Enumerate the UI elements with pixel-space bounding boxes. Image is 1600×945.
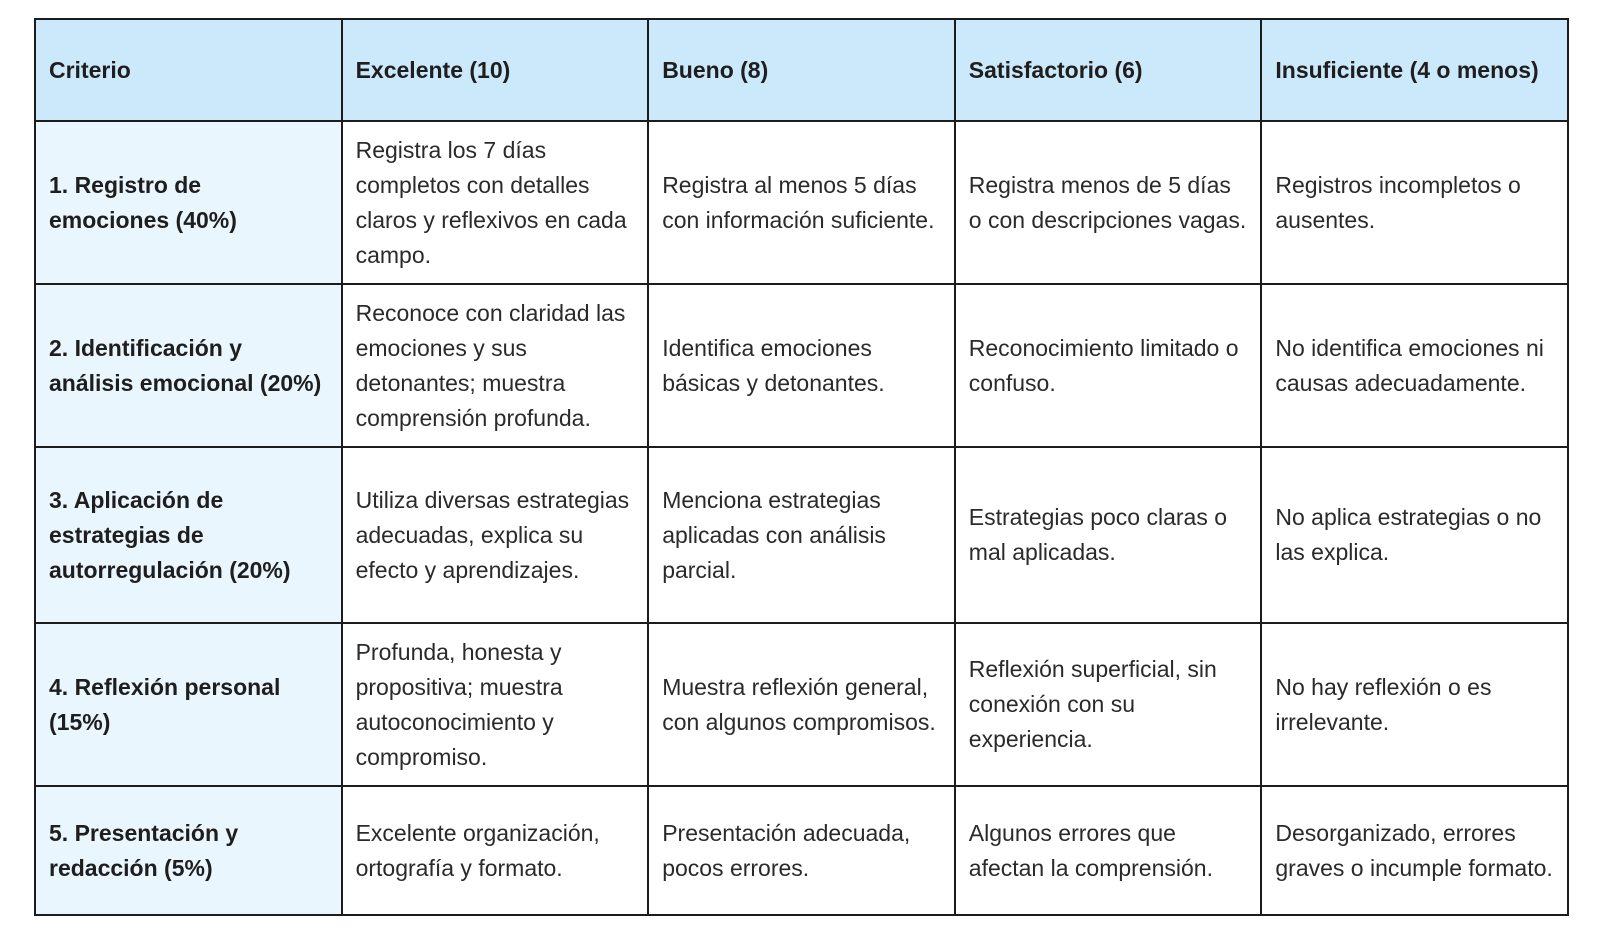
rubric-table (34, 18, 1569, 916)
excelente-cell: Utiliza diversas estrategias adecuadas, explica su efecto y aprendizajes. (342, 447, 649, 623)
excelente-cell: Registra los 7 días completos con detalles claros y reflexivos en cada campo. (342, 121, 649, 284)
header-excelente: Excelente (10) (342, 19, 649, 121)
header-row (35, 19, 1568, 121)
insuficiente-cell: No identifica emociones ni causas adecuadamente. (1261, 284, 1568, 447)
header-satisfactorio: Satisfactorio (6) (955, 19, 1262, 121)
satisfactorio-cell: Reflexión superficial, sin conexión con su experiencia. (955, 623, 1262, 786)
satisfactorio-cell: Estrategias poco claras o mal aplicadas. (955, 447, 1262, 623)
satisfactorio-cell: Algunos errores que afectan la comprensión. (955, 786, 1262, 915)
criterion-cell: 1. Registro de emociones (40%) (35, 121, 342, 284)
insuficiente-cell: No aplica estrategias o no las explica. (1261, 447, 1568, 623)
table-row (35, 447, 1568, 623)
table-row (35, 786, 1568, 915)
bueno-cell: Muestra reflexión general, con algunos compromisos. (648, 623, 955, 786)
bueno-cell: Presentación adecuada, pocos errores. (648, 786, 955, 915)
header-criterio: Criterio (35, 19, 342, 121)
satisfactorio-cell: Registra menos de 5 días o con descripciones vagas. (955, 121, 1262, 284)
bueno-cell: Menciona estrategias aplicadas con análisis parcial. (648, 447, 955, 623)
criterion-cell: 2. Identificación y análisis emocional (20%) (35, 284, 342, 447)
criterion-cell: 4. Reflexión personal (15%) (35, 623, 342, 786)
excelente-cell: Profunda, honesta y propositiva; muestra autoconocimiento y compromiso. (342, 623, 649, 786)
satisfactorio-cell: Reconocimiento limitado o confuso. (955, 284, 1262, 447)
excelente-cell: Excelente organización, ortografía y formato. (342, 786, 649, 915)
criterion-cell: 5. Presentación y redacción (5%) (35, 786, 342, 915)
table-row (35, 623, 1568, 786)
insuficiente-cell: Desorganizado, errores graves o incumple formato. (1261, 786, 1568, 915)
excelente-cell: Reconoce con claridad las emociones y sus detonantes; muestra comprensión profunda. (342, 284, 649, 447)
bueno-cell: Registra al menos 5 días con información suficiente. (648, 121, 955, 284)
header-bueno: Bueno (8) (648, 19, 955, 121)
table-row (35, 284, 1568, 447)
header-insuficiente: Insuficiente (4 o menos) (1261, 19, 1568, 121)
insuficiente-cell: Registros incompletos o ausentes. (1261, 121, 1568, 284)
table-row (35, 121, 1568, 284)
insuficiente-cell: No hay reflexión o es irrelevante. (1261, 623, 1568, 786)
bueno-cell: Identifica emociones básicas y detonantes. (648, 284, 955, 447)
criterion-cell: 3. Aplicación de estrategias de autorregulación (20%) (35, 447, 342, 623)
